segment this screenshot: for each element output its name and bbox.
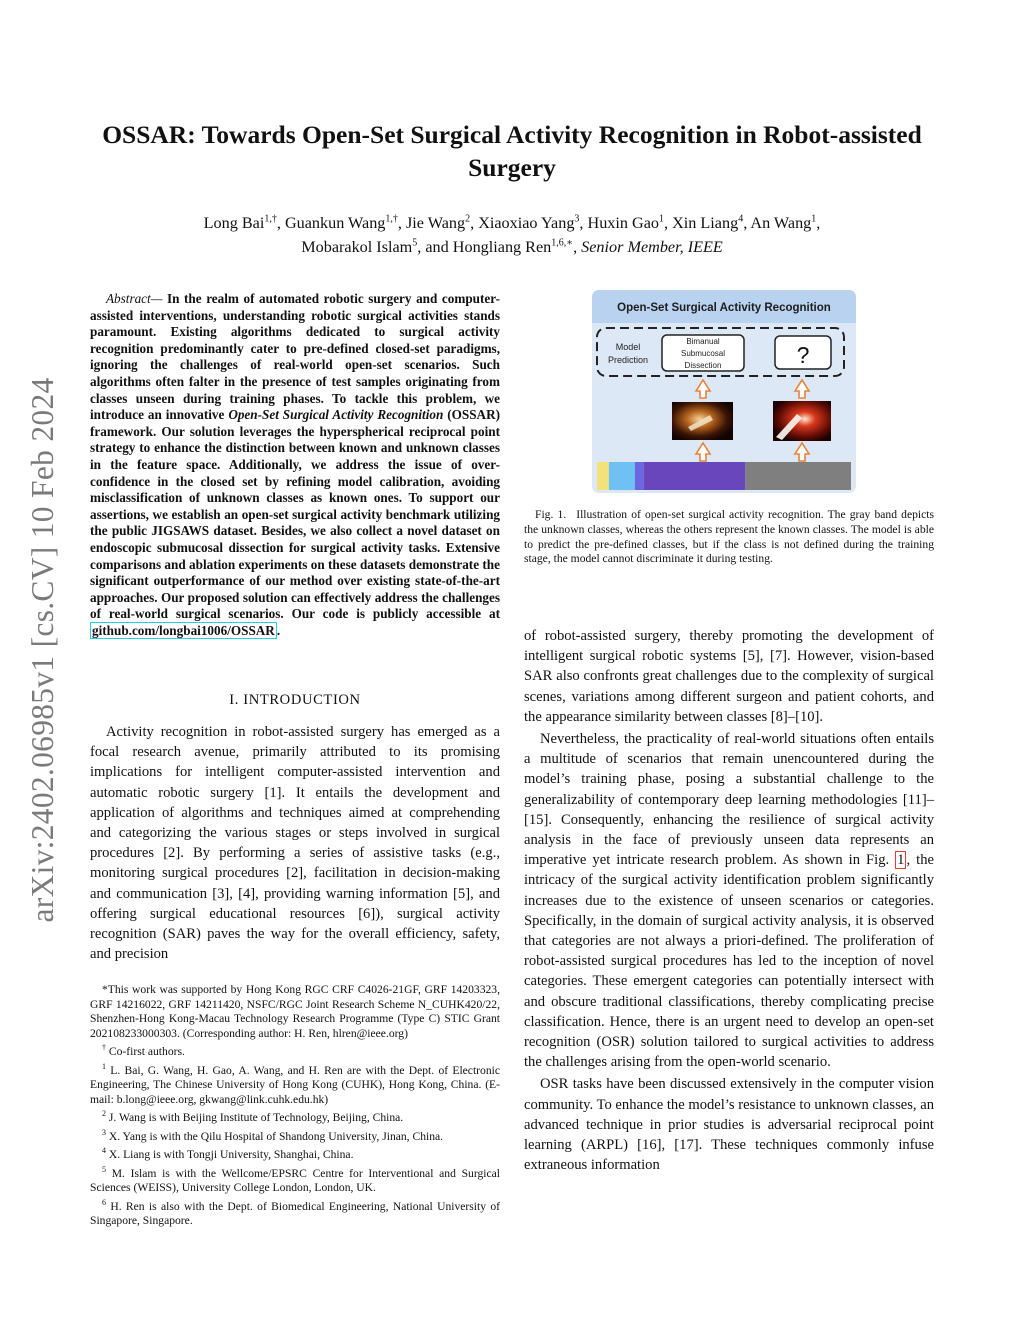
code-repository-link[interactable]: github.com/longbai1006/OSSAR — [92, 622, 275, 638]
intro-left-column — [90, 722, 500, 964]
footnote-text: J. Wang is with Beijing Institute of Technology, Beijing, China. — [106, 1111, 404, 1125]
known-class-label: Bimanual — [686, 337, 720, 346]
abstract-label: Abstract — [106, 291, 151, 306]
affiliation-mark: 1,6,∗ — [551, 237, 574, 249]
footnote-mark: 5 — [102, 1164, 106, 1174]
footnote-text: Co-first authors. — [106, 1045, 185, 1059]
author-role: Senior Member, IEEE — [581, 238, 723, 256]
abstract — [90, 291, 500, 639]
affiliation-mark: 1 — [659, 213, 664, 225]
arxiv-id-text: arXiv:2402.06985v1 [cs.CV] 10 Feb 2024 — [25, 377, 60, 923]
figure-caption — [524, 508, 934, 567]
band-segment-known-4 — [644, 462, 746, 490]
paragraph-text: Nevertheless, the practicality of real-world situations often entails a multitude of scenarios that remain unencountered during the model’s training phase, posing a substantial challenge to the generalizability of contemporary deep learning methodologies [11]–[15]. Consequently, enhancing the resilience of surgical activity analysis in the face of previously unseen data represents an imperative yet intricate research problem. As shown in Fig. — [524, 731, 934, 869]
model-prediction-label: Model — [615, 342, 641, 352]
footnote — [90, 1126, 500, 1144]
footnote — [90, 1060, 500, 1108]
unknown-class-mark: ? — [796, 342, 810, 368]
author-name: , Huxin Gao — [579, 214, 659, 232]
footnote-text: *This work was supported by Hong Kong RGC CRF C4026-21GF, GRF 14203323, GRF 14216022, GRF 14211420, NSFC/RGC Joint Research Scheme N_CUHK420/22, Shenzhen-Hong Kong-Macau Technology Research Programme (Type C) STIC Grant 202108233000303. (Corresponding author: H. Ren, hlren@ieee.org) — [90, 983, 500, 1040]
author-separator: , — [573, 238, 582, 256]
footnote-mark: 3 — [102, 1127, 106, 1137]
intro-paragraph: of robot-assisted surgery, thereby promoting the development of intelligent surgical robotic systems [5], [7]. However, vision-based SAR also confronts great challenges due to the complexity of surgical scenes, variations among different surgeon and patient cohorts, and the appearance similarity between classes [8]–[10]. — [524, 628, 934, 725]
footnote-text: M. Islam is with the Wellcome/EPSRC Centre for Interventional and Surgical Sciences (WEISS), University College London, London, UK. — [90, 1166, 500, 1195]
paper-title: OSSAR: Towards Open-Set Surgical Activity Recognition in Robot-assisted Surgery — [102, 120, 922, 182]
intro-paragraph: Activity recognition in robot-assisted surgery has emerged as a focal research avenue, primarily attributed to its promising implications for intelligent computer-assisted intervention and automatic robotic surgery [1]. It entails the development and application of algorithms and techniques aimed at comprehending and categorizing the various stages or steps involved in surgical procedures [2]. By performing a series of assistive tasks (e.g., monitoring surgical procedures [2], facilitation in decision-making and communication [3], [4], providing warning information [5], and offering surgical educational resources [6]), surgical activity recognition (SAR) paves the way for the overall efficiency, safety, and precision — [90, 724, 500, 963]
footnote-mark: † — [102, 1043, 106, 1053]
author-name: , Xin Liang — [664, 214, 739, 232]
author-name: , An Wang — [743, 214, 812, 232]
intro-paragraph — [524, 729, 934, 1072]
author-line-2 — [100, 235, 924, 259]
figure-header-text: Open-Set Surgical Activity Recognition — [617, 302, 831, 314]
author-name: Long Bai — [203, 214, 265, 232]
abstract-framework-name: Open-Set Surgical Activity Recognition — [228, 407, 444, 423]
footnote — [90, 1041, 500, 1059]
footnote — [90, 1107, 500, 1125]
affiliation-mark: 1 — [811, 213, 817, 225]
band-segment-known-3 — [635, 462, 644, 490]
arxiv-stamp — [18, 355, 68, 945]
affiliation-mark: 5 — [412, 237, 418, 249]
known-class-label: Submucosal — [680, 349, 726, 358]
footnote-mark: 4 — [102, 1146, 106, 1156]
author-line-1 — [100, 211, 924, 235]
author-list — [100, 211, 924, 259]
abstract-text: (OSSAR) framework. Our solution leverages the hyperspherical reciprocal point strategy to enhance the distinction between known and unknown classes in the feature space. Additionally, we address the issue of over-confidence in the closed set by refining model calibration, avoiding misclassification of unknown classes as known ones. To support our assertions, we establish an open-set surgical activity benchmark utilizing the public JIGSAWS dataset. Besides, we also collect a novel dataset on endoscopic submucosal dissection for surgical activity tasks. Extensive comparisons and ablation experiments on these datasets demonstrate the significant outperformance of our method over existing state-of-the-art approaches. Our proposed solution can effectively address the challenges of real-world surgical scenarios. Our code is publicly accessible at — [90, 407, 500, 622]
band-segment-known-1 — [597, 462, 609, 490]
abstract-dash: — — [150, 291, 163, 306]
footnotes — [90, 983, 500, 1229]
caption-label: Fig. 1. — [535, 508, 567, 521]
figure-1-diagram — [592, 290, 856, 493]
affiliation-mark: 1,† — [264, 213, 277, 225]
paragraph-text: , the intricacy of the surgical activity identification problem significantly increases due to the existence of unseen scenarios or categories. Specifically, in the domain of surgical activity analysis, it is observed that categories are not always a priori-defined. The proliferation of robot-assisted surgical procedures has led to the inception of novel categories. These emergent categories can potentially intersect with and obscure traditional classifications, thereby complicating precise classification. Hence, there is an urgent need to develop an open-set recognition (OSR) solution tailored to surgical activities to address the challenges arising from the open-world scenario. — [524, 852, 934, 1071]
footnote — [90, 1196, 500, 1229]
affiliation-mark: 3 — [574, 213, 580, 225]
affiliation-mark: 2 — [465, 213, 471, 225]
footnote-text: L. Bai, G. Wang, H. Gao, A. Wang, and H. Ren are with the Dept. of Electronic Engineering, The Chinese University of Hong Kong (CUHK), Hong Kong, China. (E-mail: b.long@ieee.org, gkwang@link.cuhk.edu.hk) — [90, 1063, 500, 1106]
author-name: , Xiaoxiao Yang — [470, 214, 575, 232]
activity-class-band — [597, 462, 851, 490]
footnote-text: X. Yang is with the Qilu Hospital of Shandong University, Jinan, China. — [106, 1129, 444, 1143]
footnote-funding — [90, 983, 500, 1041]
footnote-mark: 6 — [102, 1197, 106, 1207]
band-segment-known-2 — [609, 462, 635, 490]
author-name: , Guankun Wang — [276, 214, 386, 232]
author-name: , and Hongliang Ren — [417, 238, 552, 256]
abstract-text-end: . — [276, 622, 281, 638]
footnote-mark: 1 — [102, 1061, 106, 1071]
known-class-label: Dissection — [684, 361, 722, 370]
figure-reference-link[interactable]: 1 — [897, 852, 905, 869]
author-separator: , — [816, 214, 821, 232]
band-segment-unknown — [745, 462, 851, 490]
footnote-text: H. Ren is also with the Dept. of Biomedical Engineering, National University of Singapore, Singapore. — [90, 1199, 500, 1228]
footnote — [90, 1163, 500, 1196]
affiliation-mark: 4 — [738, 213, 744, 225]
section-heading: I. INTRODUCTION — [229, 692, 361, 708]
abstract-text: In the realm of automated robotic surgery and computer-assisted interventions, understanding robotic surgical activities stands paramount. Existing algorithms dedicated to surgical activity recognition predominantly cater to pre-defined closed-set paradigms, ignoring the challenges of real-world open-set scenarios. Such algorithms often falter in the presence of test samples originating from classes unseen during training phases. To tackle this problem, we introduce an innovative — [90, 291, 500, 423]
intro-paragraph: OSR tasks have been discussed extensively in the computer vision community. To enhance the model’s resistance to unknown classes, an advanced technique in prior studies is adversarial reciprocal point learning (ARPL) [16], [17]. These techniques commonly infuse extraneous information — [524, 1076, 934, 1174]
figure-1 — [592, 290, 856, 493]
footnote — [90, 1144, 500, 1162]
affiliation-mark: 1,† — [385, 213, 398, 225]
intro-right-column — [524, 626, 934, 1175]
author-name: Mobarakol Islam — [301, 238, 413, 256]
model-prediction-label: Prediction — [607, 355, 649, 365]
caption-text: Illustration of open-set surgical activity recognition. The gray band depicts the unknown classes, whereas the others represent the known classes. The model is able to predict the pre-defined classes, but if the class is not defined during the training stage, the model cannot discriminate it during testing. — [524, 508, 934, 566]
author-name: , Jie Wang — [397, 214, 466, 232]
footnote-mark: 2 — [102, 1109, 106, 1119]
footnote-text: X. Liang is with Tongji University, Shanghai, China. — [106, 1148, 354, 1162]
